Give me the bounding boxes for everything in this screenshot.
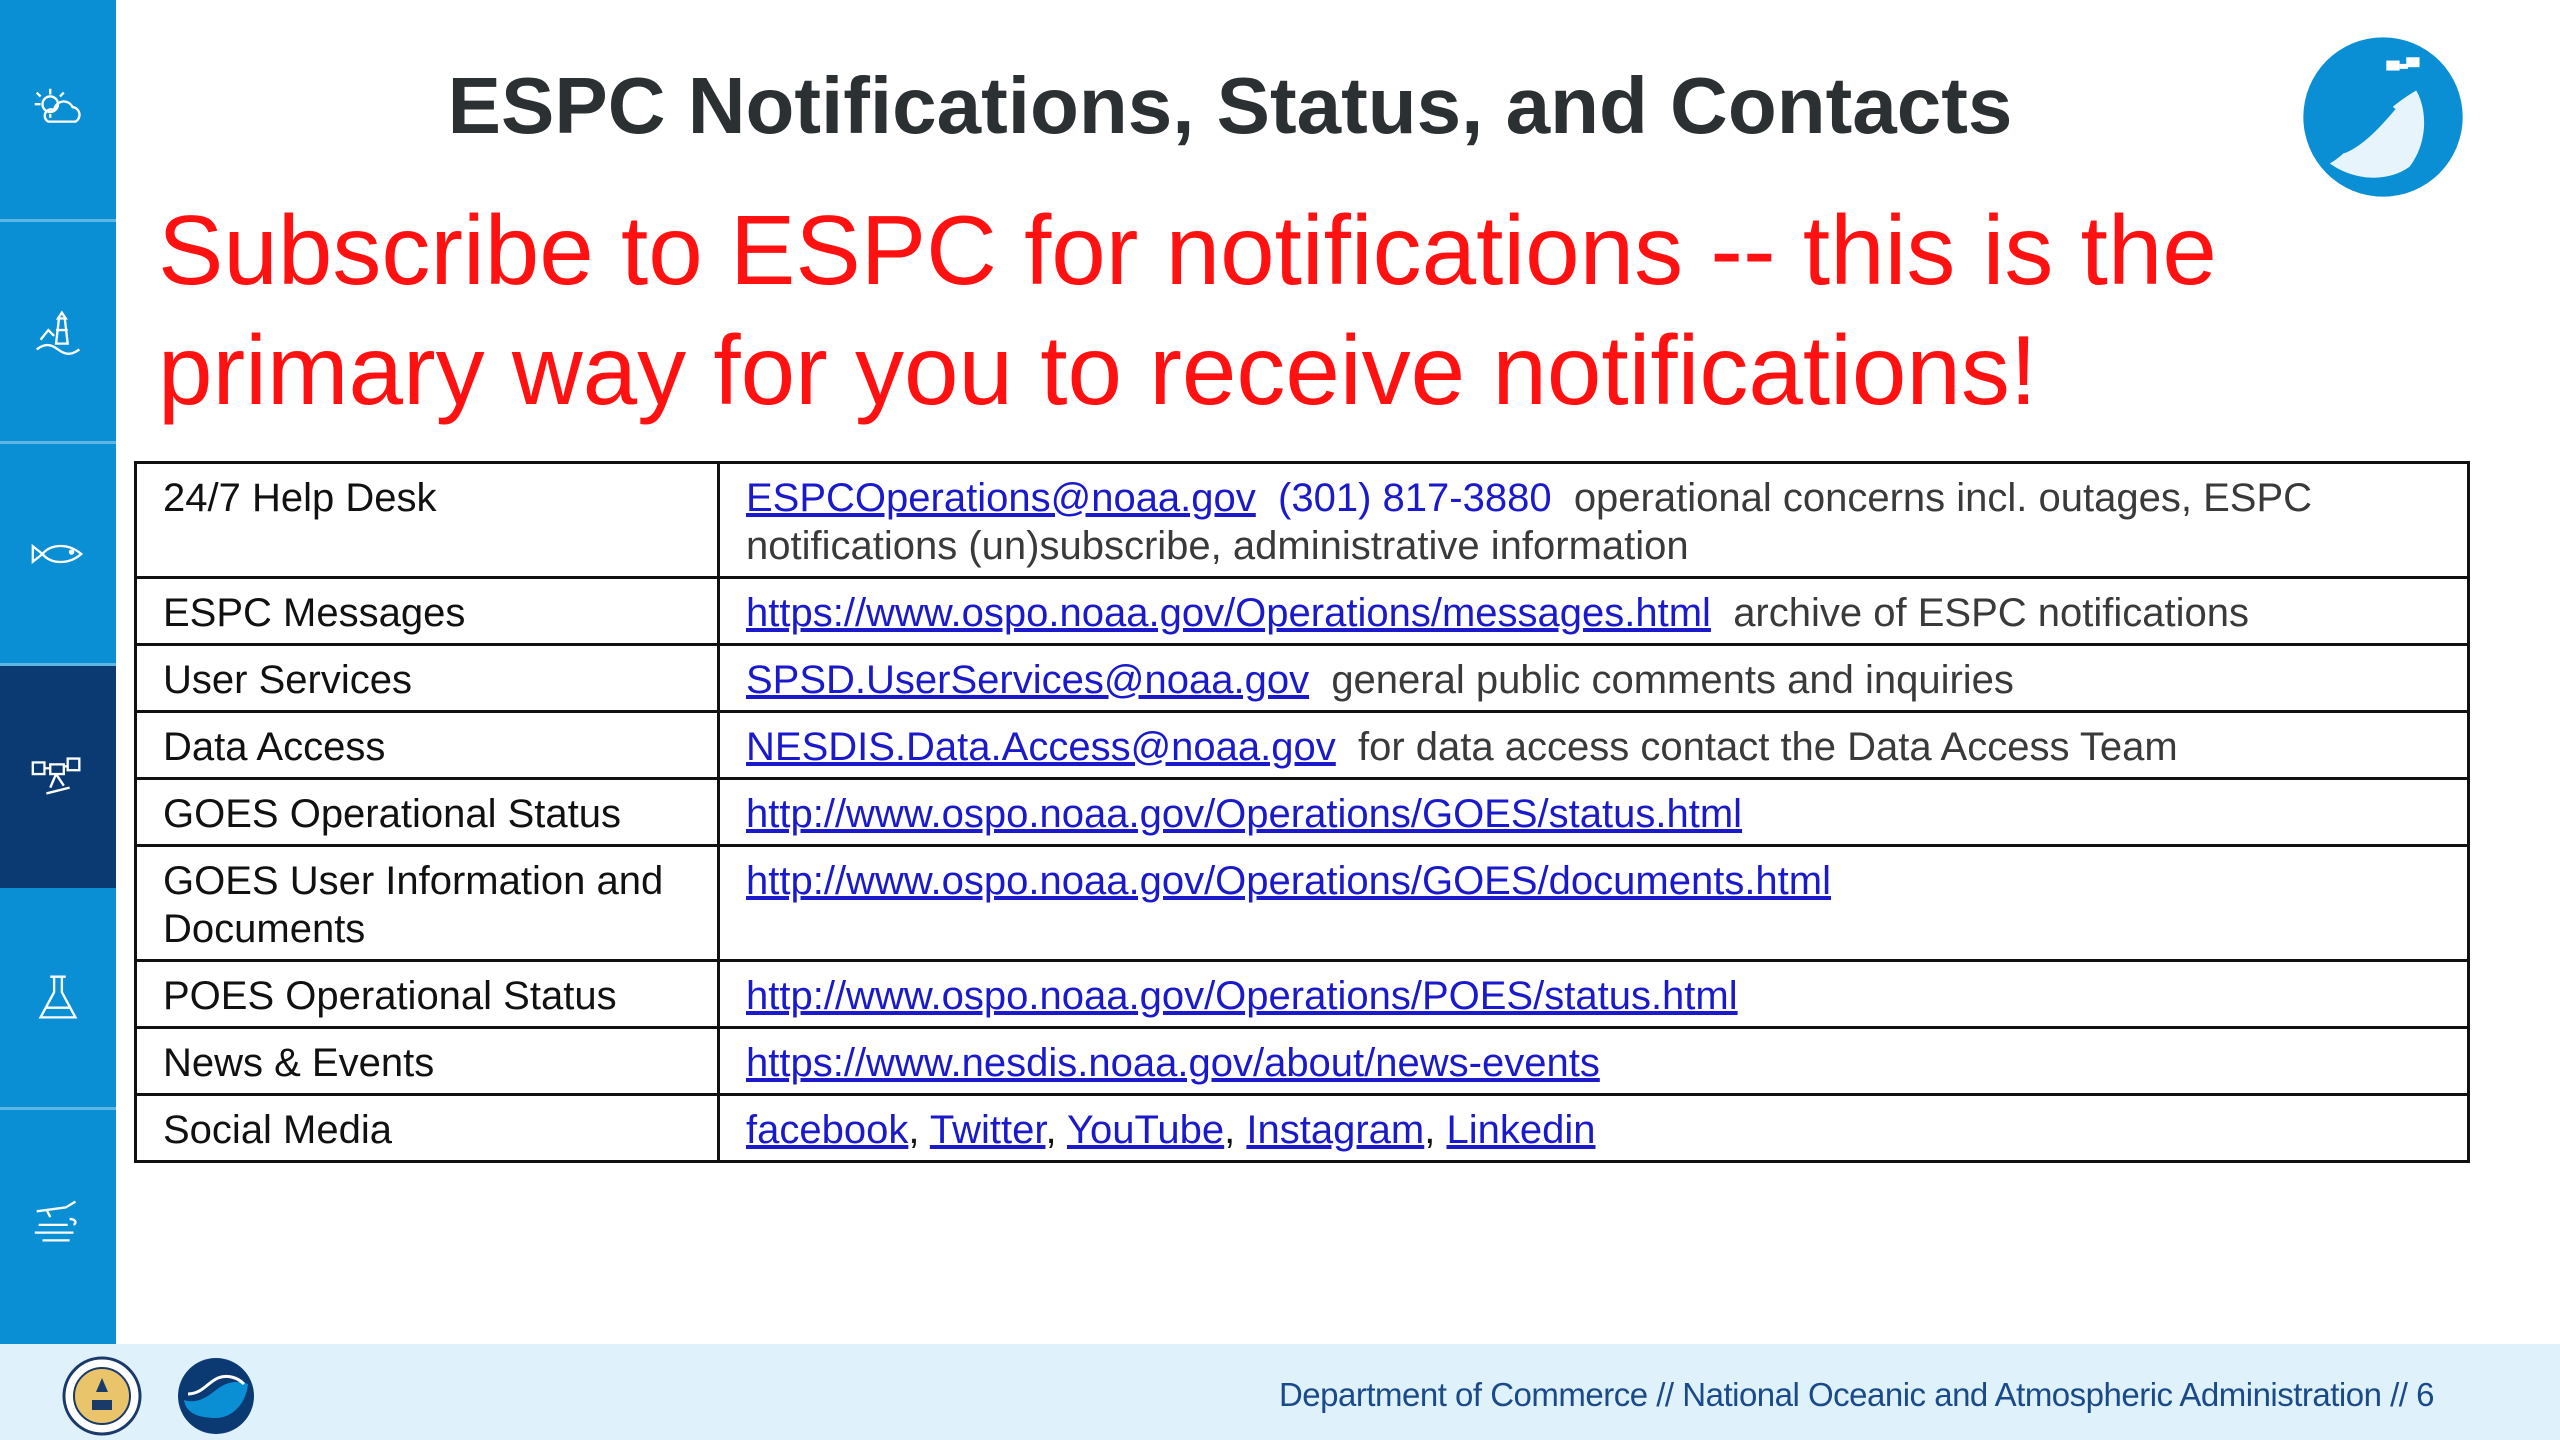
row-info [719,463,2469,578]
sidebar [0,0,116,1344]
page-title: ESPC Notifications, Status, and Contacts [447,61,2013,150]
instagram-link[interactable]: Instagram [1246,1108,1425,1152]
plane-wind-icon [27,1190,89,1252]
row-label: 24/7 Help Desk [136,463,719,578]
row-description: operational concerns incl. outages, ESPC notifications (un)subscribe, administrative information [746,476,2313,568]
email-link[interactable]: SPSD.UserServices@noaa.gov [746,658,1310,702]
url-link[interactable]: https://www.nesdis.noaa.gov/about/news-events [746,1041,1600,1085]
table-row [136,779,2469,846]
sidebar-item-research[interactable] [0,888,116,1110]
row-label: GOES Operational Status [136,779,719,846]
footer [0,1344,2560,1440]
table-row [136,846,2469,961]
table-row [136,712,2469,779]
weather-sun-cloud-icon [27,79,89,141]
row-label: POES Operational Status [136,961,719,1028]
row-info [719,961,2469,1028]
row-description: archive of ESPC notifications [1733,591,2249,635]
satellite-icon [27,745,89,807]
sidebar-item-weather[interactable] [0,0,116,222]
row-label: Data Access [136,712,719,779]
row-info [719,1028,2469,1095]
table-row [136,578,2469,645]
sidebar-item-aviation[interactable] [0,1110,116,1332]
nesdis-logo-icon [2300,34,2466,200]
subtitle-notice: Subscribe to ESPC for notifications -- this is the primary way for you to receive notifications! [158,195,2217,425]
sidebar-item-coast[interactable] [0,222,116,444]
url-link[interactable]: http://www.ospo.noaa.gov/Operations/GOES/documents.html [746,859,1831,903]
row-info [719,712,2469,779]
phone-number: (301) 817-3880 [1278,476,1552,520]
lab-flask-icon [27,967,89,1029]
twitter-link[interactable]: Twitter [929,1108,1046,1152]
row-info [719,779,2469,846]
contacts-table [134,461,2470,1163]
commerce-seal-icon [62,1356,142,1436]
url-link[interactable]: http://www.ospo.noaa.gov/Operations/GOES/status.html [746,792,1743,836]
url-link[interactable]: https://www.ospo.noaa.gov/Operations/messages.html [746,591,1711,635]
row-label: User Services [136,645,719,712]
row-info [719,645,2469,712]
table-row [136,645,2469,712]
fish-icon [27,523,89,585]
table-row [136,1028,2469,1095]
url-link[interactable]: http://www.ospo.noaa.gov/Operations/POES/status.html [746,974,1738,1018]
coast-lighthouse-icon [27,301,89,363]
row-label: ESPC Messages [136,578,719,645]
email-link[interactable]: ESPCOperations@noaa.gov [746,476,1256,520]
row-description: general public comments and inquiries [1331,658,2014,702]
email-link[interactable]: NESDIS.Data.Access@noaa.gov [746,725,1336,769]
table-row [136,1095,2469,1162]
footer-text: Department of Commerce // National Oceanic and Atmospheric Administration // 6 [1278,1376,2434,1413]
row-label: Social Media [136,1095,719,1162]
row-info [719,846,2469,961]
sidebar-item-satellite[interactable] [0,666,116,888]
facebook-link[interactable]: facebook [746,1108,909,1152]
sidebar-item-fisheries[interactable] [0,444,116,666]
row-description: for data access contact the Data Access Team [1358,725,2178,769]
table-row [136,961,2469,1028]
row-label: GOES User Information and Documents [136,846,719,961]
youtube-link[interactable]: YouTube [1066,1108,1225,1152]
row-info [719,578,2469,645]
table-row [136,463,2469,578]
noaa-logo-icon [176,1356,256,1436]
row-label: News & Events [136,1028,719,1095]
linkedin-link[interactable]: Linkedin [1446,1108,1596,1152]
row-info: facebook, Twitter, YouTube, Instagram, Linkedin [719,1095,2469,1162]
